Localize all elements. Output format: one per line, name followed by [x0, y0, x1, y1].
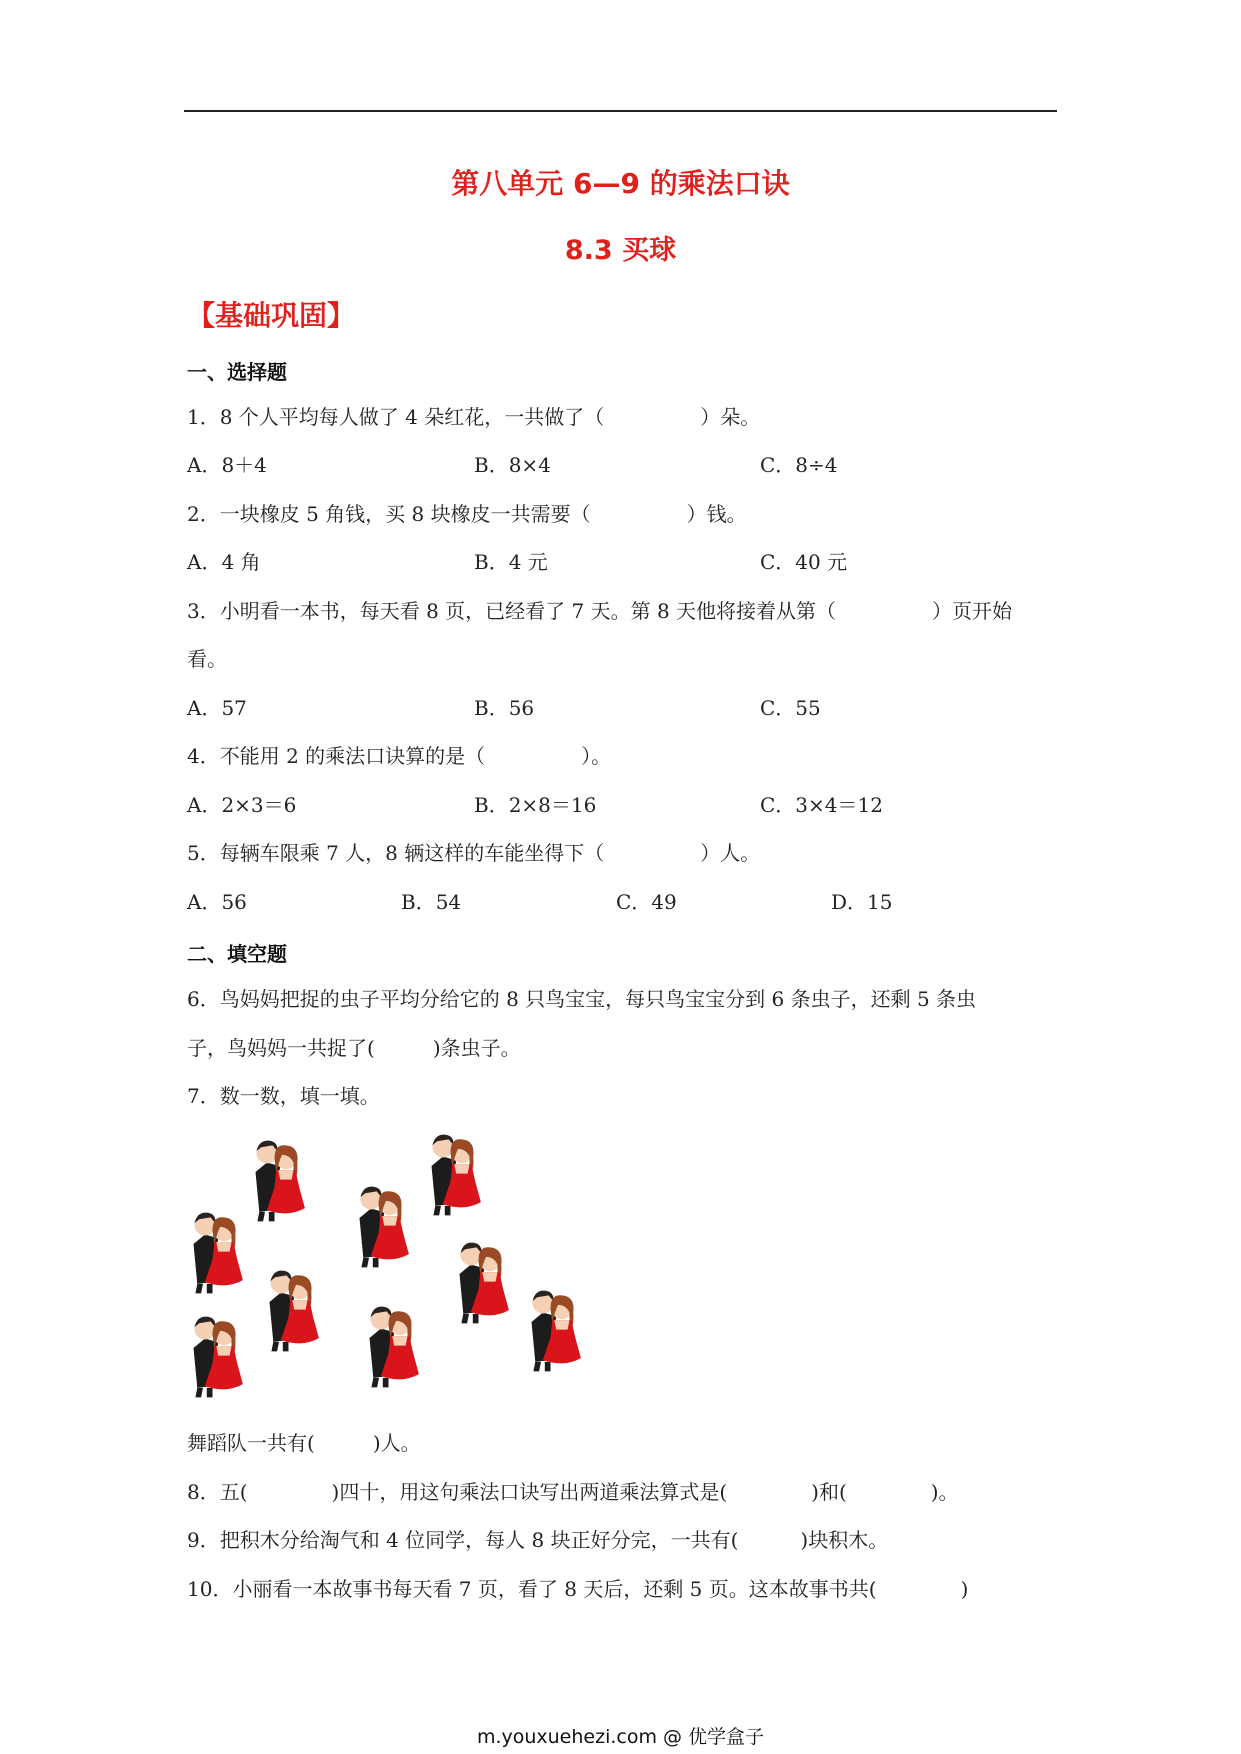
option-2a: A．4 角: [187, 550, 261, 574]
option-4c: C．3×4＝12: [760, 793, 883, 817]
dancer-5: [360, 1187, 409, 1268]
option-5d: D．15: [831, 890, 893, 914]
option-1c: C．8÷4: [760, 453, 838, 477]
option-5c: C．49: [616, 890, 677, 914]
header-rule: [184, 110, 1057, 112]
option-5a: A．56: [187, 890, 247, 914]
question-9: 9．把积木分给淘气和 4 位同学，每人 8 块正好分完，一共有( )块积木。: [187, 1528, 889, 1552]
section-heading-choice: 一、选择题: [187, 360, 287, 384]
option-1a: A．8＋4: [187, 453, 267, 477]
question-5: 5．每辆车限乘 7 人，8 辆这样的车能坐得下（ ）人。: [187, 841, 761, 865]
dancer-1: [194, 1213, 243, 1294]
question-7: 7．数一数，填一填。: [187, 1084, 380, 1108]
unit-title: 第八单元 6—9 的乘法口诀: [451, 167, 790, 200]
option-3c: C．55: [760, 696, 821, 720]
option-1b: B．8×4: [474, 453, 551, 477]
option-3b: B．56: [474, 696, 535, 720]
question-2: 2．一块橡皮 5 角钱，买 8 块橡皮一共需要（ ）钱。: [187, 502, 747, 526]
option-5b: B．54: [401, 890, 462, 914]
footer-watermark: m.youxuehezi.com @ 优学盒子: [476, 1726, 765, 1748]
dancer-9: [532, 1291, 581, 1372]
section-tag: 【基础巩固】: [187, 299, 356, 332]
dancer-3: [194, 1317, 243, 1398]
question-6: 6．鸟妈妈把捉的虫子平均分给它的 8 只鸟宝宝，每只鸟宝宝分到 6 条虫子，还剩 5 条虫: [187, 987, 977, 1011]
option-4b: B．2×8＝16: [474, 793, 597, 817]
option-3a: A．57: [187, 696, 247, 720]
question-7-answer: 舞蹈队一共有( )人。: [187, 1431, 421, 1455]
question-3-cont: 看。: [187, 647, 227, 671]
dancer-7: [460, 1243, 509, 1324]
question-3: 3．小明看一本书，每天看 8 页，已经看了 7 天。第 8 天他将接着从第（ ）页开始: [187, 599, 1013, 623]
question-1: 1．8 个人平均每人做了 4 朵红花，一共做了（ ）朵。: [187, 405, 761, 429]
dancer-2: [256, 1141, 305, 1222]
section-heading-fill: 二、填空题: [187, 942, 287, 966]
dancer-4: [270, 1271, 319, 1352]
option-2b: B．4 元: [474, 550, 548, 574]
dancer-6: [432, 1135, 481, 1216]
lesson-title: 8.3 买球: [564, 235, 677, 266]
option-4a: A．2×3＝6: [187, 793, 297, 817]
question-8: 8．五( )四十，用这句乘法口诀写出两道乘法算式是( )和( )。: [187, 1480, 959, 1504]
option-2c: C．40 元: [760, 550, 848, 574]
question-4: 4．不能用 2 的乘法口诀算的是（ ）。: [187, 744, 612, 768]
question-10: 10．小丽看一本故事书每天看 7 页，看了 8 天后，还剩 5 页。这本故事书共( ): [187, 1577, 969, 1601]
dancer-8: [370, 1307, 419, 1388]
question-6-cont: 子，鸟妈妈一共捉了( )条虫子。: [187, 1036, 521, 1060]
dancers-illustration: [184, 1128, 604, 1418]
